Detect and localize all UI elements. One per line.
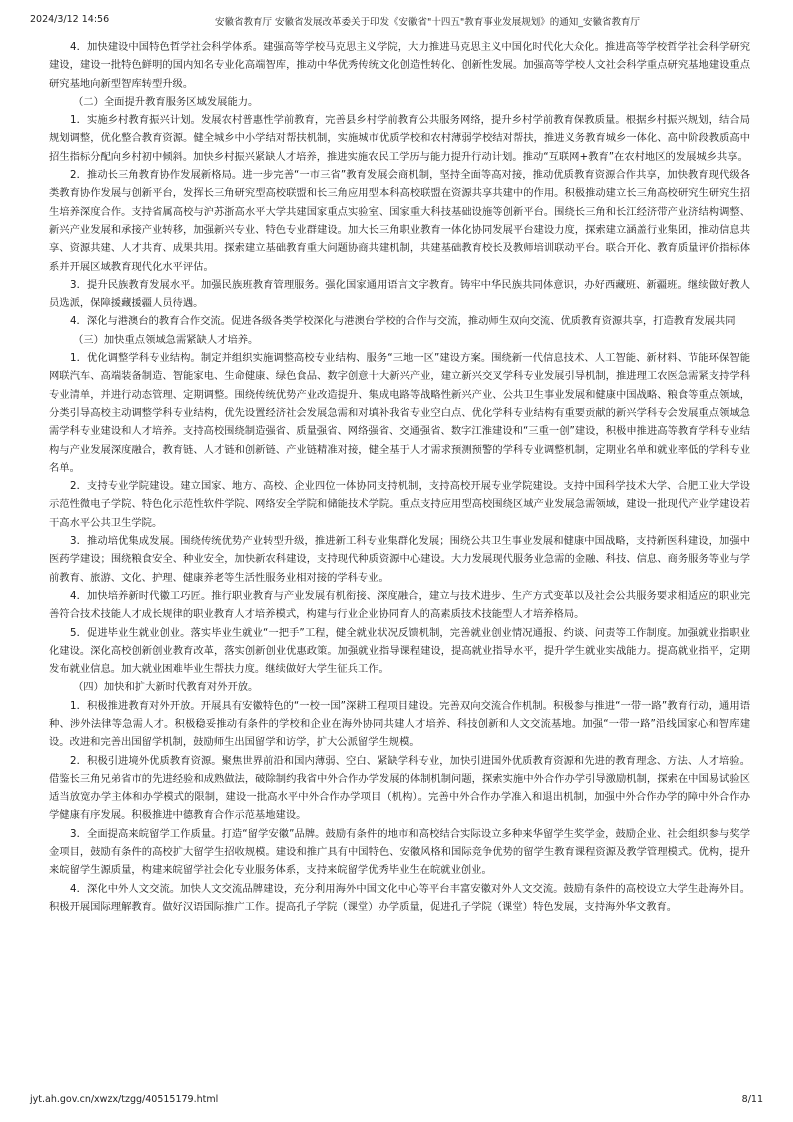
paragraph: 3．全面提高来皖留学工作质量。打造“留学安徽”品牌。鼓励有条件的地市和高校结合实际设立多种来华留学生奖学金，鼓励企业、社会组织参与奖学金项目，鼓励有条件的高校扩大留学生招收规模。建设和推广具有中国特色、安徽风格和国际竞争优势的留学生教育课程资源及教学管理模式。优构，提升来皖留学生源质量，构建来皖留学社会化专业服务体系，支持来皖留学优秀毕业生在皖就业创业。: [49, 827, 750, 877]
paragraph: 4．深化与港澳台的教育合作交流。促进各级各类学校深化与港澳台学校的合作与交流，推动师生双向交流、优质教育资源共享，打造教育发展共同: [70, 315, 736, 328]
document-body: [49, 38, 750, 916]
paragraph: 4．加快建设中国特色哲学社会科学体系。建强高等学校马克思主义学院，大力推进马克思主义中国化时代化大众化。推进高等学校哲学社会科学研究建设，建设一批特色鲜明的国内知名专业化高端智库，推动中华优秀传统文化创造性转化、创新性发展。加强高等学校人文社会科学重点研究基地建设重点研究基地向新型智库转型升级。: [49, 41, 750, 90]
paragraph: 4．深化中外人文交流。加快人文交流品牌建设，充分利用海外中国文化中心等平台丰富安徽对外人文交流。鼓励有条件的高校设立大学生赴海外目。积极开展国际理解教育。做好汉语国际推广工作。提高孔子学院（课堂）办学质量，促进孔子学院（课堂）特色发展，支持海外华文教育。: [49, 882, 750, 913]
paragraph: 2．积极引进境外优质教育资源。聚焦世界前沿和国内薄弱、空白、紧缺学科专业，加快引进国外优质教育资源和先进的教育理念、方法、人才培验。借鉴长三角兄弟省市的先进经验和成熟做法，破除制约我省中外合作办学发展的体制机制问题，探索实施中外合作办学引导激励机制，探索在中国易试验区适当放宽办学主体和办学模式的限制，建设一批高水平中外合作办学项目（机构）。完善中外合作办学准入和退出机制，加强中外合作办学的障中外合作办学健康有序发展。积极推进中德教育合作示范基地建设。: [49, 754, 750, 822]
paragraph: 3．提升民族教育发展水平。加强民族班教育管理服务。强化国家通用语言文字教育。铸牢中华民族共同体意识，办好西藏班、新疆班。继续做好教人员选派，保障援藏援疆人员待遇。: [49, 278, 750, 310]
paragraph: 1．优化调整学科专业结构。制定并组织实施调整高校专业结构、服务“三地一区”建设方案。围绕新一代信息技术、人工智能、新材料、节能环保智能网联汽车、高端装备制造、智能家电、生命健康、绿色食品、数字创意十大新兴产业，建立新兴交叉学科专业发展引导机制，推进理工农医急需紧支持学科专业清单，并进行动态管理、定期调整。围绕传统优势产业改造提升、集成电路等战略性新兴产业、公共卫生事业发展和健康中国战略、粮食等重点领域，分类引导高校主动调整学科专业结构，优先设置经济社会发展急需和对填补我省专业空白点、优化学科专业结构有重要贡献的新兴学科专会发展重点领域急需学科专业建设和人才培养。支持高校围绕制造强省、质量强省、网络强省、交通强省、数字江淮建设和“三重一创”建设，积极申推进高等教育学科专业结构与产业发展深度融合，教育链、人才链和创新链、产业链精准对接，健全基于人才需求预测预警的学科专业调整机制，定期业名单和就业率低的学科专业名单。: [49, 352, 750, 474]
section-heading: （四）加快和扩大新时代教育对外开放。: [73, 681, 259, 694]
section-heading: （三）加快重点领域急需紧缺人才培养。: [73, 333, 259, 346]
paragraph: 4．加快培养新时代徽工巧匠。推行职业教育与产业发展有机衔接、深度融合，建立与技术进步、生产方式变革以及社会公共服务要求相适应的职业完善符合技术技能人才成长规律的职业教育人才培养模式，构建与行业企业协同育人的高素质技术技能型人才培养格局。: [49, 589, 750, 621]
page-title: 安徽省教育厅 安徽省发展改革委关于印发《安徽省"十四五"教育事业发展规划》的通知_安徽省教育厅: [215, 17, 641, 28]
paragraph: 2．支持专业学院建设。建立国家、地方、高校、企业四位一体协同支持机制，支持高校开展专业学院建设。支持中国科学技术大学、合肥工业大学设示范性微电子学院、特色化示范性软件学院、网络安全学院和储能技术学院。重点支持应用型高校围绕区域产业发展急需领域，建设一批现代产业学建设若干高水平公共卫生学院。: [49, 480, 750, 529]
paragraph: 1．实施乡村教育振兴计划。发展农村普惠性学前教育，完善县乡村学前教育公共服务网络，提升乡村学前教育保教质量。根据乡村振兴规划，结合局规划调整，优化整合教育资源。健全城乡中小学结对帮扶机制，实施城市优质学校和农村薄弱学校结对帮扶，推进义务教育城乡一体化、高中阶段教质高中招生指标分配向乡村初中倾斜。加快乡村振兴紧缺人才培养，推进实施农民工学历与能力提升行动计划。推动“互联网+教育”在农村地区的发展城乡共享。: [49, 114, 750, 163]
paragraph: 3．推动培优集成发展。围绕传统优势产业转型升级，推进新工科专业集群化发展；围绕公共卫生事业发展和健康中国战略，支持新医科建设，加强中医药学建设；围绕粮食安全、种业安全，加快新农科建设，支持现代种质资源中心建设。大力发展现代服务业急需的金融、科技、信息、商务服务等业与学前教育、旅游、文化、护理、健康养老等生活性服务业相对接的学科专业。: [49, 535, 750, 584]
section-heading: （二）全面提升教育服务区域发展能力。: [73, 95, 259, 108]
page-footer: [30, 1094, 763, 1110]
paragraph: 1．积极推进教育对外开放。开展具有安徽特色的“一校一国”深耕工程项目建设。完善双向交流合作机制。积极参与推进“一带一路”教育行动，通用语种、涉外法律等急需人才。积极稳妥推动有条件的学校和企业在海外协同共建人才培养、科技创新和人文交流基地。加强“一带一路”沿线国家心和智库建设。改进和完善出国留学机制，鼓励师生出国留学和访学，扩大公派留学生规模。: [49, 699, 750, 749]
page-number: 8/11: [741, 1094, 763, 1105]
paragraph: 5．促进毕业生就业创业。落实毕业生就业“一把手”工程，健全就业状况反馈机制，完善就业创业情况通报、约谈、问责等工作制度。加强就业指职业化建设。深化高校创新创业教育改革，落实创新创业优惠政策。加强就业指导课程建设，提高就业指导水平，提升学生就业实战能力。提高就业指平，定期发布就业信息。加大就业困难毕业生帮扶力度。继续做好大学生征兵工作。: [49, 626, 750, 676]
paragraph: 2．推动长三角教育协作发展新格局。进一步完善“一市三省”教育发展会商机制，坚持全面等高对接，推动优质教育资源合作共享，加快教育现代级各类教育协作发展与创新平台，发挥长三角研究型高校联盟和长三角应用型本科高校联盟在资源共享共建中的作用。积极推动建立长三角高校研究生研究生招生培养深度合作。支持省属高校与沪苏浙高水平大学共建国家重点实验室、国家重大科技基础设施等创新平台。围绕长三角和长江经济带产业济结构调整、新兴产业发展和承接产业转移，加强新兴专业、特色专业群建设。加大长三角职业教育一体化协同发展平台建设力度，探索建立涵盖行业集团，推动信息共享、资源共建、人才共育、成果共用。探索建立基础教育重大问题协商共建机制，共建基础教育校长及教师培训联动平台。联合开化、教育质量评价指标体系并开展区域教育现代化水平评估。: [49, 169, 750, 273]
print-timestamp: 2024/3/12 14:56: [30, 14, 110, 25]
page-header: [30, 14, 763, 30]
page-url[interactable]: jyt.ah.gov.cn/xwzx/tzgg/40515179.html: [30, 1094, 219, 1105]
